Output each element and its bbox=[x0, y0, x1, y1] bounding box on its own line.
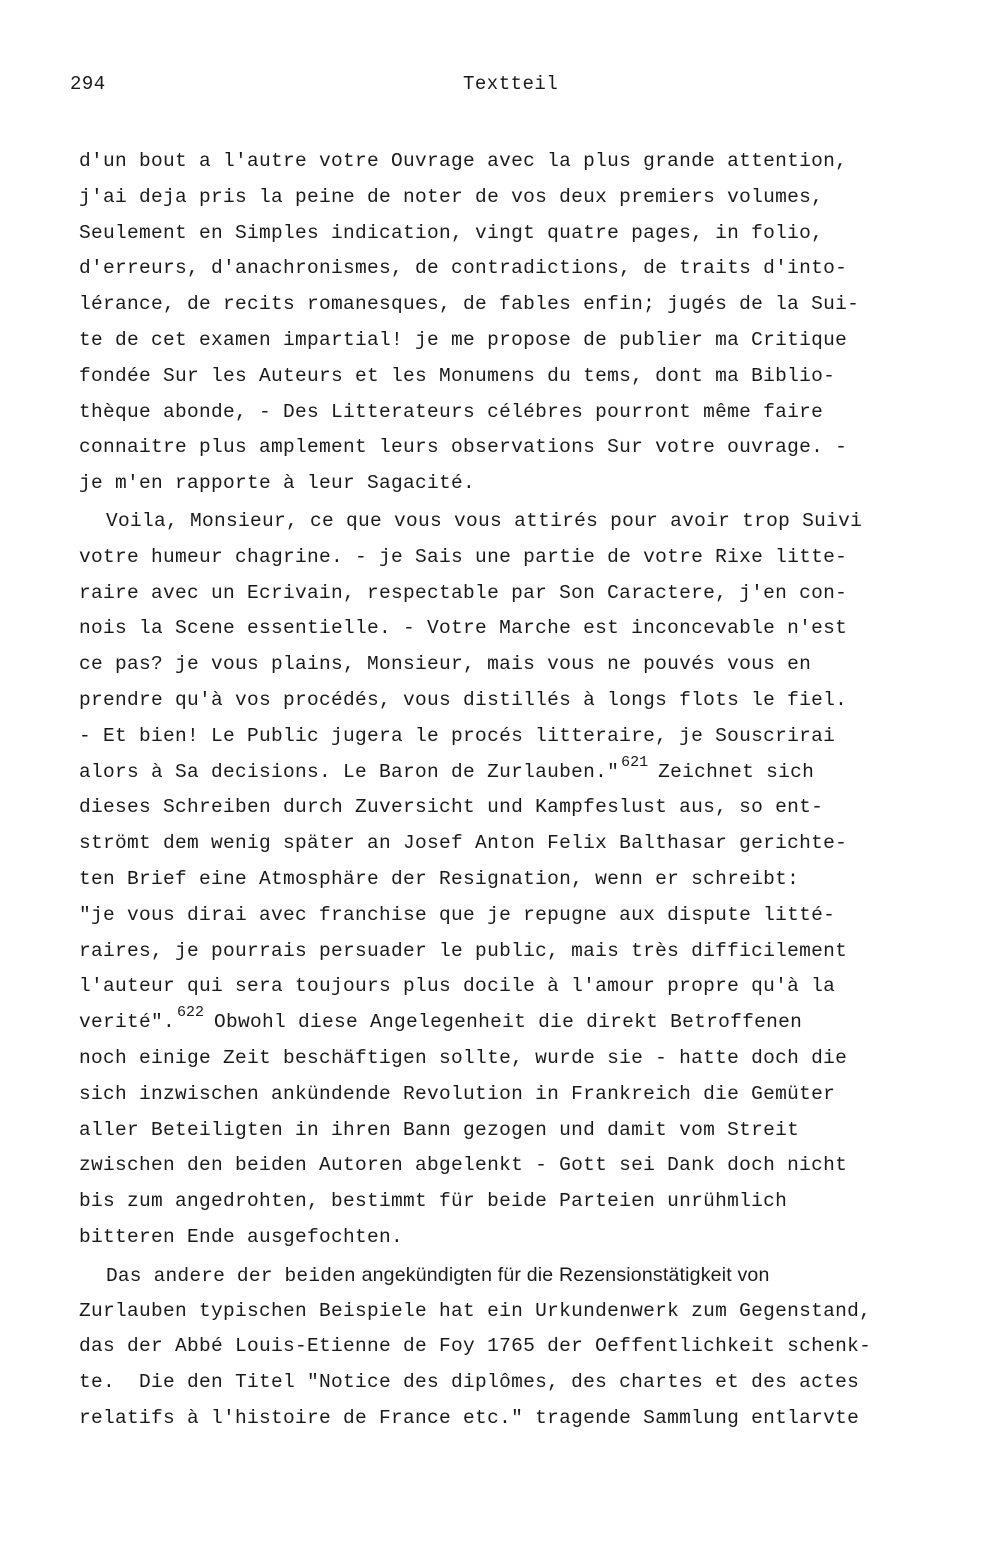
text-line: aller Beteiligten in ihren Bann gezogen und damit vom Streit bbox=[79, 1118, 800, 1141]
text-line: Zurlauben typischen Beispiele hat ein Urkundenwerk zum Gegenstand, bbox=[79, 1299, 872, 1322]
text-line: strömt dem wenig später an Josef Anton Felix Balthasar gerichte- bbox=[79, 832, 848, 855]
text-line: je m'en rapporte à leur Sagacité. bbox=[79, 472, 476, 495]
text-line: ce pas? je vous plains, Monsieur, mais vous ne pouvés vous en bbox=[79, 653, 812, 676]
text-line: connaitre plus amplement leurs observations Sur votre ouvrage. - bbox=[79, 436, 848, 459]
text-line: fondée Sur les Auteurs et les Monumens du tems, dont ma Biblio- bbox=[79, 364, 836, 387]
text-line: prendre qu'à vos procédés, vous distillés à longs flots le fiel. bbox=[79, 688, 848, 711]
text-line: - Et bien! Le Public jugera le procés litteraire, je Souscrirai bbox=[79, 724, 836, 747]
text-line: raire avec un Ecrivain, respectable par Son Caractere, j'en con- bbox=[79, 581, 848, 604]
paragraph-start-line: Voila, Monsieur, ce que vous vous attirés pour avoir trop Suivi bbox=[106, 509, 863, 532]
footnote-marker-621: 621 bbox=[621, 753, 649, 771]
text-line: zwischen den beiden Autoren abgelenkt - Gott sei Dank doch nicht bbox=[79, 1154, 848, 1177]
text-line: votre humeur chagrine. - je Sais une partie de votre Rixe litte- bbox=[79, 545, 848, 568]
body-text bbox=[79, 144, 969, 1437]
text-segment: angekündigten für die Rezensionstätigkeit von bbox=[361, 1263, 770, 1286]
footnote-marker-622: 622 bbox=[177, 1004, 205, 1022]
text-segment: Das andere der beiden bbox=[106, 1264, 356, 1287]
text-line: "je vous dirai avec franchise que je repugne aux dispute litté- bbox=[79, 903, 836, 926]
text-line: d'erreurs, d'anachronismes, de contradictions, de traits d'into- bbox=[79, 257, 848, 280]
text-line: te de cet examen impartial! je me propose de publier ma Critique bbox=[79, 328, 848, 351]
text-line: dieses Schreiben durch Zuversicht und Kampfeslust aus, so ent- bbox=[79, 796, 824, 819]
text-line: sich inzwischen ankündende Revolution in Frankreich die Gemüter bbox=[79, 1082, 836, 1105]
text-line: Seulement en Simples indication, vingt quatre pages, in folio, bbox=[79, 221, 824, 244]
text-line: relatifs à l'histoire de France etc." tragende Sammlung entlarvte bbox=[79, 1406, 860, 1429]
text-line: bis zum angedrohten, bestimmt für beide Parteien unrühmlich bbox=[79, 1190, 788, 1213]
text-line: d'un bout a l'autre votre Ouvrage avec la plus grande attention, bbox=[79, 150, 848, 172]
text-line: lérance, de recits romanesques, de fables enfin; jugés de la Sui- bbox=[79, 293, 860, 316]
page-number: 294 bbox=[70, 73, 106, 95]
text-line: nois la Scene essentielle. - Votre Marche est inconcevable n'est bbox=[79, 617, 848, 640]
text-line: ten Brief eine Atmosphäre der Resignation, wenn er schreibt: bbox=[79, 867, 800, 890]
text-line-with-footnote bbox=[79, 1005, 969, 1041]
text-segment: Zeichnet sich bbox=[658, 760, 815, 783]
text-line: das der Abbé Louis-Etienne de Foy 1765 der Oeffentlichkeit schenk- bbox=[79, 1335, 872, 1358]
text-segment: Obwohl diese Angelegenheit die direkt Betroffenen bbox=[214, 1011, 803, 1034]
text-segment: verité". bbox=[79, 1011, 176, 1034]
text-line: bitteren Ende ausgefochten. bbox=[79, 1225, 404, 1248]
text-line: thèque abonde, - Des Litterateurs célébres pourront même faire bbox=[79, 400, 824, 423]
paragraph-start-line bbox=[79, 1258, 969, 1294]
text-line: noch einige Zeit beschäftigen sollte, wurde sie - hatte doch die bbox=[79, 1046, 848, 1069]
text-line: te. Die den Titel "Notice des diplômes, des chartes et des actes bbox=[79, 1371, 860, 1394]
text-line-with-footnote bbox=[79, 755, 969, 791]
running-head: Textteil bbox=[463, 73, 559, 95]
text-line: raires, je pourrais persuader le public, mais très difficilement bbox=[79, 939, 848, 962]
text-segment: alors à Sa decisions. Le Baron de Zurlauben." bbox=[79, 760, 620, 783]
text-line: j'ai deja pris la peine de noter de vos deux premiers volumes, bbox=[79, 185, 824, 208]
text-line: l'auteur qui sera toujours plus docile à l'amour propre qu'à la bbox=[79, 975, 836, 998]
